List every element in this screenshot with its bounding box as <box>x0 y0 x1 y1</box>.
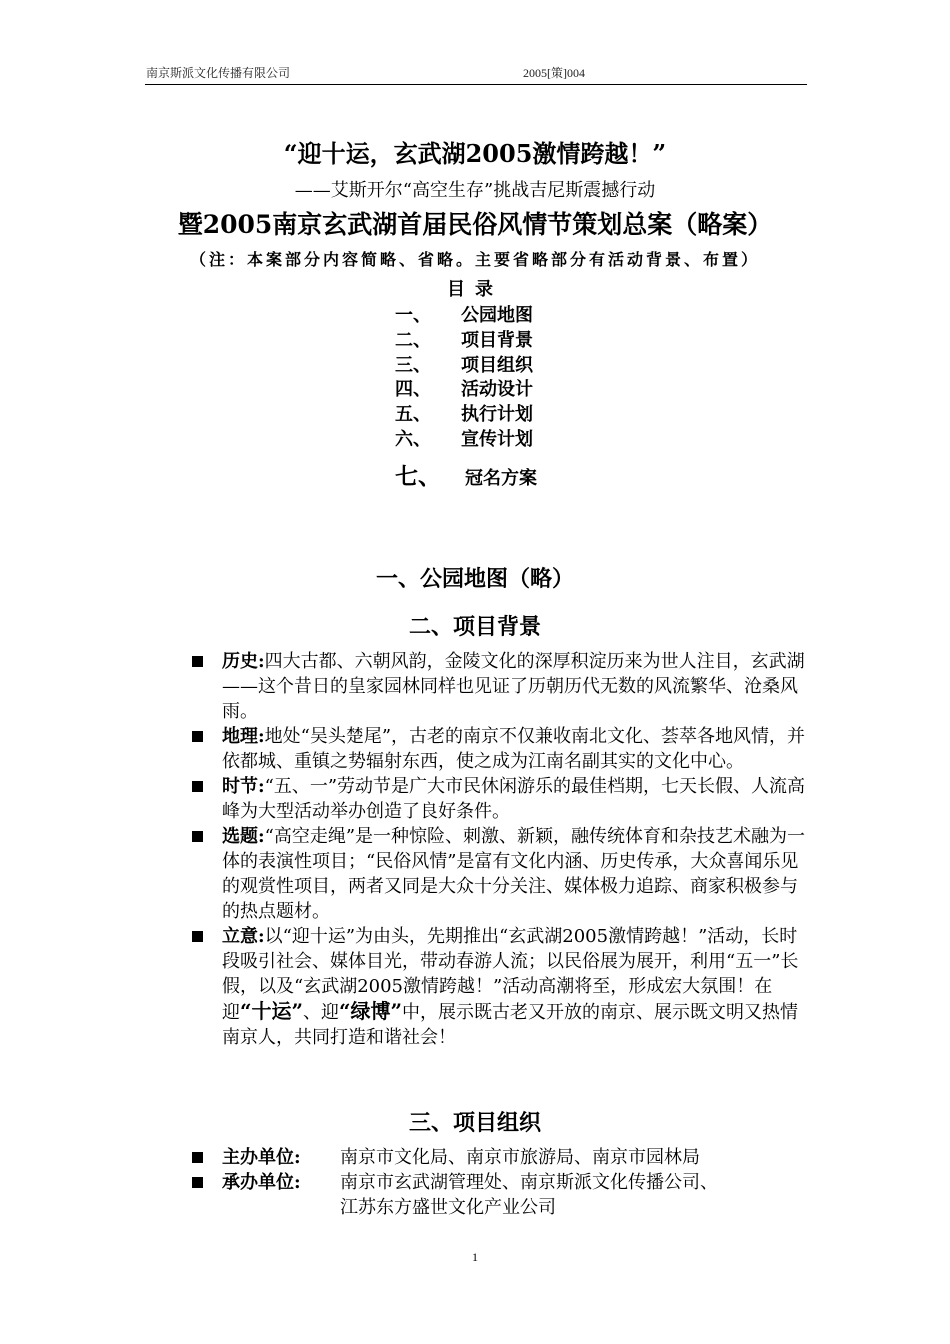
org-label-host: 主办单位: <box>222 1147 301 1168</box>
main-title: “迎十运，玄武湖2005激情跨越！” <box>283 139 667 168</box>
section-heading-background: 二、项目背景 <box>408 615 541 640</box>
item-text: “高空走绳”是一种惊险、刺激、新颖，融传统体育和杂技艺术融为一体的表演性项目；“民俗风情”是富有文化内涵、历史传承，大众喜闻乐见的观赏性项目，两者又同是大众十分关注、媒体极力追踪、商家积极参与的热点题材。 <box>222 826 806 922</box>
toc-item-num: 四、 <box>395 379 431 400</box>
item-text: 中，展示既古老又开放的南京、展示既文明又热情南京人，共同打造和谐社会！ <box>222 1002 799 1048</box>
toc-item-label: 公园地图 <box>461 305 533 326</box>
toc-item-label: 冠名方案 <box>465 468 537 489</box>
item-label: 历史 <box>222 651 258 672</box>
item-colon: : <box>258 826 265 847</box>
org-value-organizer: 南京市玄武湖管理处、南京斯派文化传播公司、 <box>340 1172 718 1193</box>
toc-item-label: 项目背景 <box>461 330 533 351</box>
item-colon: : <box>258 726 265 747</box>
item-label: 时节 <box>222 776 258 797</box>
bullet-square-icon <box>192 781 203 792</box>
toc-title: 目录 <box>447 279 503 300</box>
org-label-organizer: 承办单位: <box>222 1172 301 1193</box>
list-item <box>190 1170 810 1220</box>
bullet-square-icon <box>192 656 203 667</box>
toc-item-num: 七、 <box>395 464 441 490</box>
bullet-square-icon <box>192 831 203 842</box>
toc-item <box>395 458 537 491</box>
list-item <box>190 924 810 1050</box>
org-value-organizer-cont: 江苏东方盛世文化产业公司 <box>340 1197 556 1218</box>
header-rule <box>145 84 807 85</box>
item-label: 立意 <box>222 926 258 947</box>
section-heading-park-map: 一、公园地图（略） <box>375 567 574 592</box>
header-company: 南京斯派文化传播有限公司 <box>146 66 291 80</box>
item-label: 选题 <box>222 826 258 847</box>
item-text: “五、一”劳动节是广大市民休闲游乐的最佳档期，七天长假、人流高峰为大型活动举办创造了良好条件。 <box>222 776 806 822</box>
highlight-text: “十运” <box>240 999 304 1023</box>
item-text: 四大古都、六朝风韵，金陵文化的深厚积淀历来为世人注目，玄武湖——这个昔日的皇家园林同样也见证了历朝历代无数的风流繁华、沧桑风雨。 <box>222 651 805 722</box>
subtitle: ——艾斯开尔“高空生存”挑战吉尼斯震撼行动 <box>294 180 656 201</box>
list-item <box>190 774 810 824</box>
item-label: 地理 <box>222 726 258 747</box>
list-item <box>190 724 810 774</box>
list-item <box>190 824 810 924</box>
toc-item <box>395 326 533 352</box>
highlight-text: “绿博” <box>339 999 403 1023</box>
toc-item-num: 一、 <box>395 305 431 326</box>
bullet-square-icon <box>192 1177 203 1188</box>
organization-list <box>190 1145 810 1220</box>
toc-item-label: 执行计划 <box>461 404 533 425</box>
item-text: 、迎 <box>303 1002 340 1023</box>
bullet-square-icon <box>192 731 203 742</box>
note-line: （注：本案部分内容简略、省略。主要省略部分有活动背景、布置） <box>189 250 760 269</box>
page-number: 1 <box>472 1250 478 1264</box>
item-text: 以“迎十运”为由头，先期推出“玄武湖2005激情跨越！”活动，长时段吸引社会、媒体目光，带动春游人流；以民俗展为展开，利用“五一”长假，以及“玄武湖2005激情跨越！”活动高潮将至，形成宏大氛围！在迎 <box>222 926 799 1023</box>
toc-item <box>395 301 533 327</box>
toc-item <box>395 351 533 377</box>
item-text: 地处“吴头楚尾”，古老的南京不仅兼收南北文化、荟萃各地风情，并依都城、重镇之势辐射东西，使之成为江南名副其实的文化中心。 <box>222 726 806 772</box>
toc-item-label: 项目组织 <box>461 355 533 376</box>
toc-item <box>395 400 533 426</box>
toc-item <box>395 375 533 401</box>
header-doc-number: 2005[策]004 <box>523 66 585 80</box>
item-colon: : <box>258 776 265 797</box>
item-colon: : <box>258 651 265 672</box>
toc-item <box>395 425 533 451</box>
toc-item-label: 宣传计划 <box>461 429 533 450</box>
list-item <box>190 1145 810 1170</box>
section-heading-organization: 三、项目组织 <box>408 1111 541 1136</box>
item-colon: : <box>258 926 265 947</box>
toc-item-num: 三、 <box>395 355 431 376</box>
bullet-square-icon <box>192 931 203 942</box>
plan-title: 暨2005南京玄武湖首届民俗风情节策划总案（略案） <box>177 210 773 239</box>
org-value-host: 南京市文化局、南京市旅游局、南京市园林局 <box>340 1147 700 1168</box>
toc-item-num: 六、 <box>395 429 431 450</box>
list-item <box>190 649 810 724</box>
toc-item-num: 五、 <box>395 404 431 425</box>
bullet-square-icon <box>192 1152 203 1163</box>
toc-item-num: 二、 <box>395 330 431 351</box>
toc-item-label: 活动设计 <box>461 379 533 400</box>
background-list <box>190 649 810 1050</box>
